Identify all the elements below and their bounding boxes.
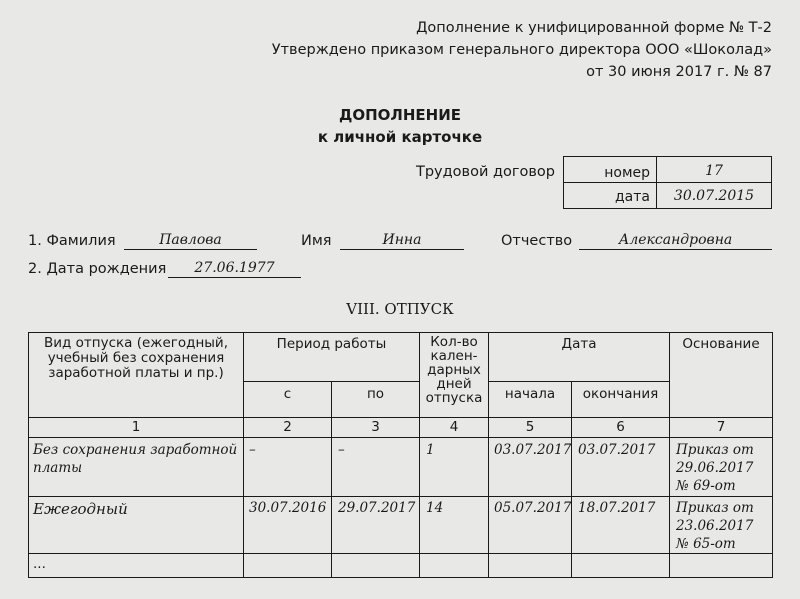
header-work-period: Период работы: [276, 336, 387, 352]
row2-period-from: 30.07.2016: [249, 500, 327, 516]
order-line: от 30 июня 2017 г. № 87: [586, 64, 772, 80]
contract-date-label: дата: [615, 189, 650, 205]
header-date-end: окончания: [582, 386, 659, 402]
patronymic-label: Отчество: [501, 233, 573, 249]
column-number: 6: [616, 419, 625, 435]
row2-vacation-type: Ежегодный: [33, 500, 128, 518]
row1-vacation-type: Без сохранения заработной платы: [33, 442, 238, 476]
contract-label: Трудовой договор: [416, 164, 555, 180]
contract-box: [563, 156, 772, 209]
header-date: Дата: [561, 336, 597, 352]
row1-period-from: –: [249, 442, 256, 458]
column-number: 5: [525, 419, 535, 435]
row1-period-to: –: [338, 442, 345, 458]
document-subtitle: к личной карточке: [317, 128, 483, 146]
surname-label: 1. Фамилия: [28, 233, 116, 249]
row1-basis: Приказ от 29.06.2017 № 69-от: [676, 442, 754, 494]
row2-basis: Приказ от 23.06.2017 № 65-от: [676, 500, 754, 552]
header-days-count: Кол-во кален- дарных дней отпуска: [425, 334, 483, 406]
birth-date-label: 2. Дата рождения: [28, 261, 167, 277]
birth-date-value: 27.06.1977: [168, 260, 301, 278]
row2-period-to: 29.07.2017: [338, 500, 416, 516]
row1-days: 1: [426, 442, 435, 458]
row2-date-end: 18.07.2017: [578, 500, 656, 516]
patronymic-value: Александровна: [579, 232, 772, 250]
row1-date-end: 03.07.2017: [578, 442, 656, 458]
header-date-start: начала: [504, 386, 556, 402]
column-number: 2: [283, 419, 292, 435]
row2-days: 14: [426, 500, 444, 516]
surname-value: Павлова: [124, 232, 257, 250]
column-number: 7: [716, 419, 726, 435]
column-number: 4: [449, 419, 459, 435]
header-basis: Основание: [682, 336, 760, 352]
column-number: 1: [131, 419, 141, 435]
approval-line: Утверждено приказом генерального директора ООО «Шоколад»: [271, 42, 772, 58]
header-vacation-type: Вид отпуска (ежегодный, учебный без сохранения заработной платы и пр.): [43, 335, 229, 381]
header-period-from: с: [283, 386, 292, 402]
contract-date-value: 30.07.2015: [673, 188, 755, 204]
ellipsis-row: ...: [33, 556, 46, 572]
vacation-table: [28, 332, 773, 578]
name-value: Инна: [340, 232, 464, 250]
row2-date-start: 05.07.2017: [494, 500, 572, 516]
row1-date-start: 03.07.2017: [494, 442, 572, 458]
column-number: 3: [371, 419, 380, 435]
contract-number-label: номер: [604, 165, 650, 181]
document-title: ДОПОЛНЕНИЕ: [338, 106, 462, 124]
contract-number-value: 17: [705, 163, 723, 179]
header-period-to: по: [366, 386, 385, 402]
form-reference: Дополнение к унифицированной форме № Т-2: [416, 20, 772, 36]
name-label: Имя: [301, 233, 332, 249]
section-title: VIII. ОТПУСК: [346, 300, 454, 318]
